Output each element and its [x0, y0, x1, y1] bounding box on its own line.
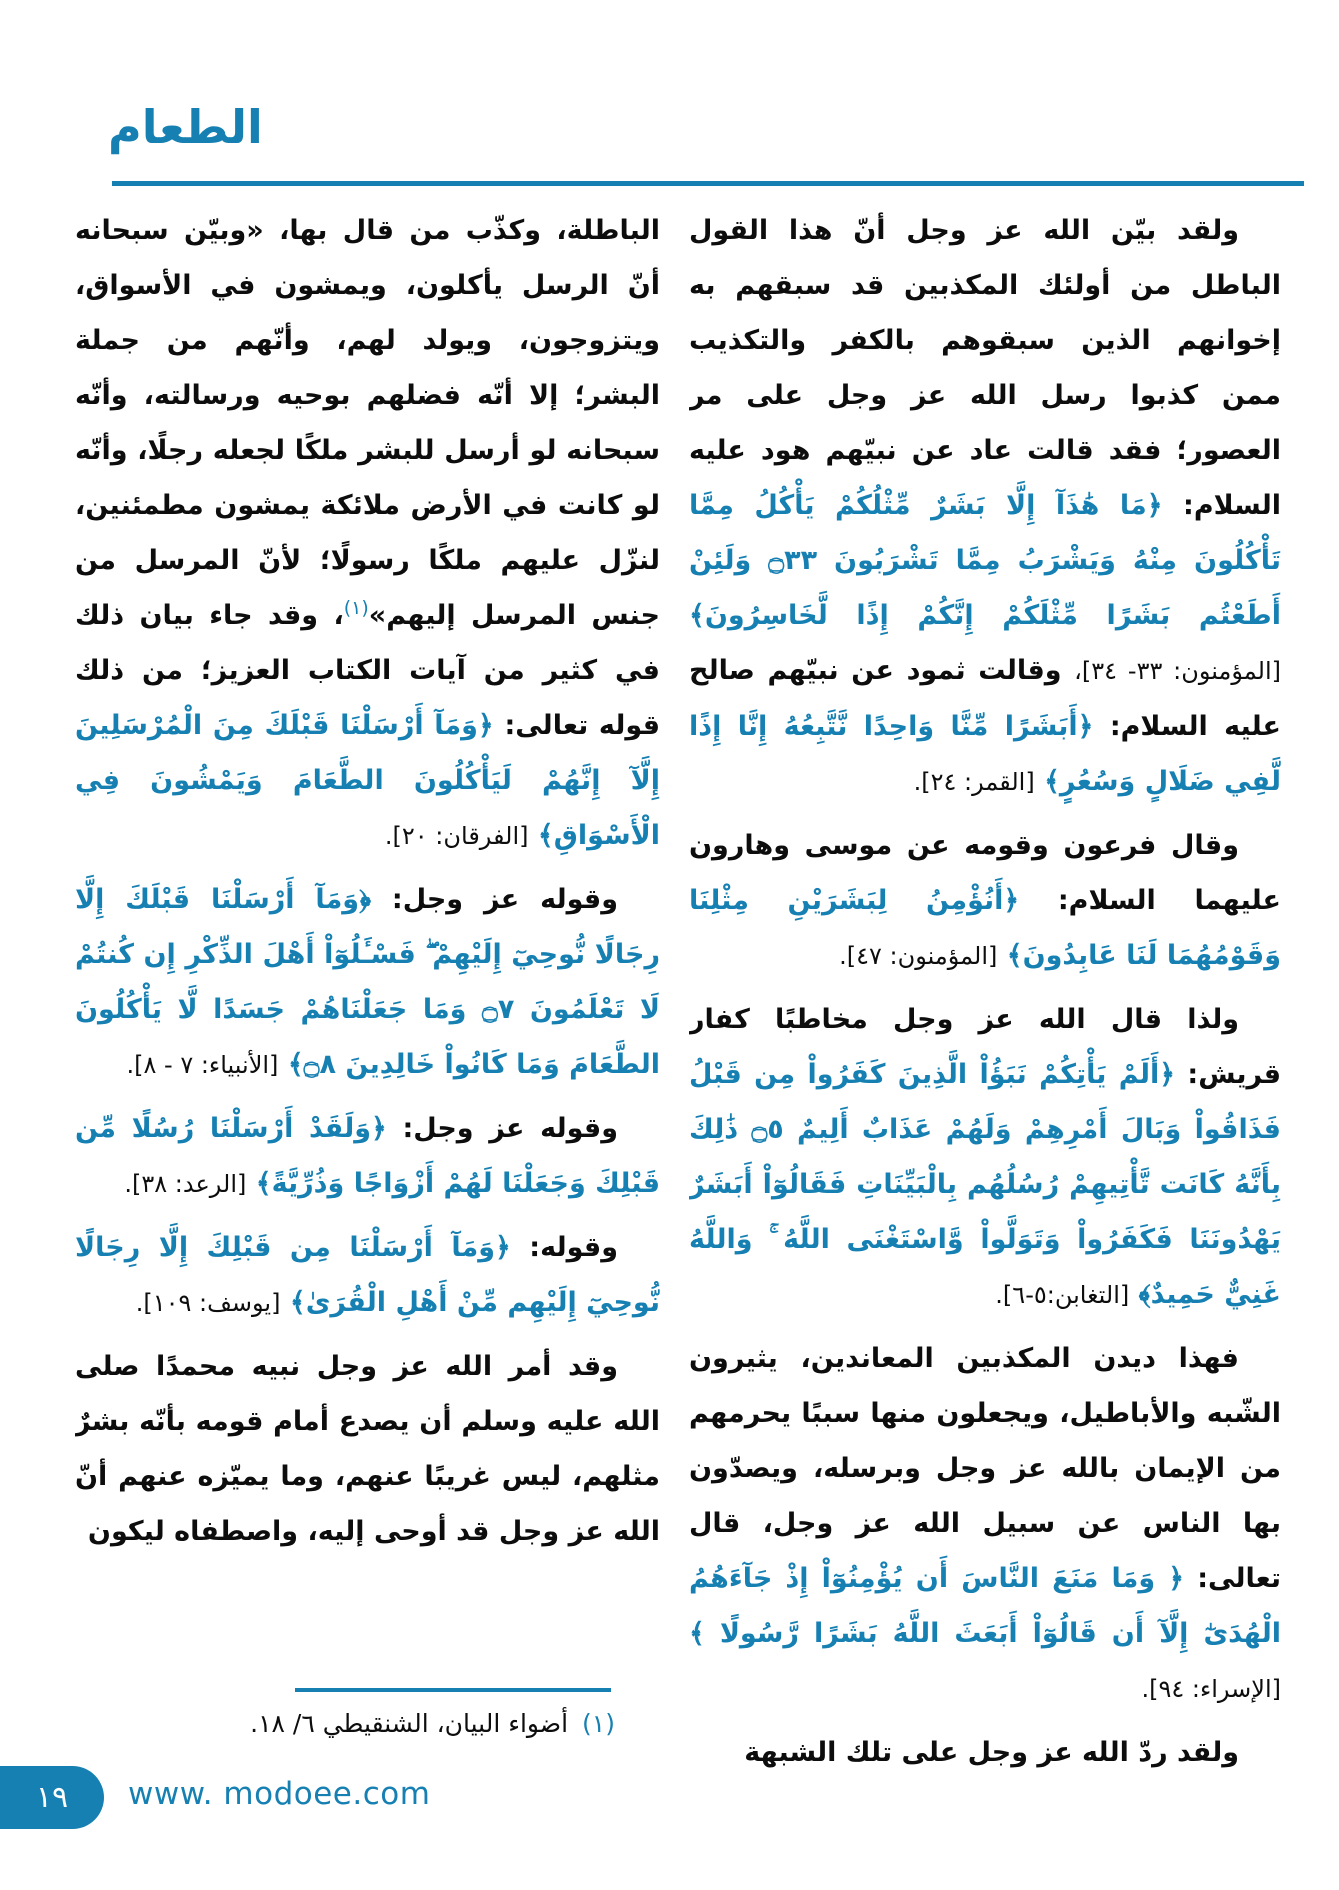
verse-reference: [التغابن:٥-٦].: [995, 1281, 1130, 1309]
verse-reference: [المؤمنون: ٤٧].: [839, 942, 998, 970]
body-text: وقد أمر الله عز وجل نبيه محمدًا صلى الله عليه وسلم أن يصدع أمام قومه بأنّه بشرٌ مثلهم، ليس غريبًا عنهم، وما يميّزه عنهم أنّ الله عز وجل قد أوحى إليه، واصطفاه ليكون: [75, 1351, 660, 1547]
verse-reference: [يوسف: ١٠٩].: [135, 1289, 281, 1317]
verse-reference: [الأنبياء: ٧ - ٨].: [126, 1051, 279, 1079]
paragraph: [689, 818, 1281, 984]
paragraph: [75, 872, 660, 1093]
body-text: وقوله عز وجل:: [386, 1113, 618, 1144]
site-url: www. modoee.com: [128, 1776, 431, 1812]
body-text: فهذا ديدن المكذبين المعاندين، يثيرون الشّبه والأباطيل، ويجعلون منها سببًا يحرمهم من الإيمان بالله عز وجل وبرسله، ويصدّون بها الناس عن سبيل الله عز وجل، قال تعالى:: [689, 1343, 1281, 1594]
quran-verse: ﴿أَبَشَرًا مِّنَّا وَاحِدًا نَّتَّبِعُهُ إِنَّا إِذًا لَّفِي ضَلَالٍ وَسُعُرٍ﴾: [689, 711, 1281, 797]
text-column-left: [75, 203, 660, 1655]
verse-reference: [المؤمنون: ٣٣- ٣٤]،: [1074, 657, 1281, 685]
paragraph: [689, 992, 1281, 1323]
footnote-marker-inline: (١): [343, 597, 369, 619]
paragraph: [75, 203, 660, 864]
body-text: وقوله عز وجل:: [371, 884, 618, 915]
footnote-separator: [295, 1688, 611, 1692]
text-column-right: [689, 203, 1281, 1771]
paragraph: [689, 203, 1281, 810]
paragraph: [689, 1725, 1281, 1771]
body-text: ولقد ردّ الله عز وجل على تلك الشبهة: [744, 1737, 1239, 1768]
quran-verse: ﴿وَلَقَدْ أَرْسَلْنَا رُسُلًا مِّن قَبْلِكَ وَجَعَلْنَا لَهُمْ أَزْوَاجًا وَذُرِّيَّةً﴾: [75, 1113, 660, 1199]
body-text: ولقد بيّن الله عز وجل أنّ هذا القول الباطل من أولئك المكذبين قد سبقهم به إخوانهم الذين سبقوهم بالكفر والتكذيب ممن كذبوا رسل الله عز وجل على مر العصور؛ فقد قالت عاد عن نبيّهم هود عليه السلام:: [689, 215, 1281, 521]
page-number: ١٩: [35, 1780, 69, 1815]
body-text: ، وقد جاء بيان ذلك في كثير من آيات الكتاب العزيز؛ من ذلك قوله تعالى:: [75, 600, 660, 741]
page-title: الطعام: [108, 100, 263, 154]
paragraph: [75, 1220, 660, 1331]
quran-verse: ﴿وَمَآ أَرْسَلْنَا مِن قَبْلِكَ إِلَّا رِجَالًا نُّوحِيٓ إِلَيْهِم مِّنْ أَهْلِ الْقُرَىٰ﴾: [75, 1232, 660, 1318]
footnote: [225, 1703, 615, 1745]
quran-verse: ﴿أَلَمْ يَأْتِكُمْ نَبَؤُاْ الَّذِينَ كَفَرُواْ مِن قَبْلُ فَذَاقُواْ وَبَالَ أَمْرِهِمْ وَلَهُمْ عَذَابٌ أَلِيمٌ ۝٥ ذَٰلِكَ بِأَنَّهُ كَانَت تَّأْتِيهِمْ رُسُلُهُم بِالْبَيِّنَاتِ فَقَالُوٓاْ أَبَشَرٌ يَهْدُونَنَا فَكَفَرُواْ وَتَوَلَّواْ وَّاسْتَغْنَى اللَّهُ ۚ وَاللَّهُ غَنِيٌّ حَمِيدٌ﴾: [689, 1059, 1281, 1310]
body-text: ولذا قال الله عز وجل مخاطبًا كفار قريش:: [689, 1004, 1281, 1090]
verse-reference: [الفرقان: ٢٠].: [384, 822, 529, 850]
header-rule: [112, 181, 1304, 186]
footnote-marker: (١): [582, 1709, 615, 1738]
body-text: وقالت ثمود عن نبيّهم صالح عليه السلام:: [689, 655, 1281, 742]
paragraph: [75, 1101, 660, 1212]
quran-verse: ﴿أَنُؤْمِنُ لِبَشَرَيْنِ مِثْلِنَا وَقَوْمُهُمَا لَنَا عَابِدُونَ﴾: [689, 885, 1281, 971]
verse-reference: [القمر: ٢٤].: [913, 768, 1035, 796]
body-text: وقوله:: [510, 1232, 618, 1263]
page-number-badge: [0, 1766, 104, 1829]
paragraph: [689, 1331, 1281, 1717]
footnote-text: أضواء البيان، الشنقيطي ٦/ ١٨.: [250, 1709, 569, 1738]
quran-verse: ﴿وَمَآ أَرْسَلْنَا قَبْلَكَ إِلَّا رِجَالًا نُّوحِيٓ إِلَيْهِمْ ۖ فَسْـَٔلُوٓاْ أَهْلَ الذِّكْرِ إِن كُنتُمْ لَا تَعْلَمُونَ ۝٧ وَمَا جَعَلْنَاهُمْ جَسَدًا لَّا يَأْكُلُونَ الطَّعَامَ وَمَا كَانُواْ خَالِدِينَ ۝٨﴾: [75, 884, 660, 1080]
quran-verse: ﴿ وَمَا مَنَعَ النَّاسَ أَن يُؤْمِنُوٓاْ إِذْ جَآءَهُمُ الْهُدَىٰٓ إِلَّآ أَن قَالُوٓاْ أَبَعَثَ اللَّهُ بَشَرًا رَّسُولًا ﴾: [689, 1563, 1281, 1649]
body-text: الباطلة، وكذّب من قال بها، «وبيّن سبحانه أنّ الرسل يأكلون، ويمشون في الأسواق، ويتزوجون، ويولد لهم، وأنّهم من جملة البشر؛ إلا أنّه فضلهم بوحيه ورسالته، وأنّه سبحانه لو أرسل للبشر ملكًا لجعله رجلًا، وأنّه لو كانت في الأرض ملائكة يمشون مطمئنين، لنزّل عليهم ملكًا رسولًا؛ لأنّ المرسل من جنس المرسل إليهم»: [75, 215, 660, 631]
paragraph: [75, 1339, 660, 1559]
verse-reference: [الإسراء: ٩٤].: [1141, 1675, 1281, 1703]
quran-verse: ﴿وَمَآ أَرْسَلْنَا قَبْلَكَ مِنَ الْمُرْسَلِينَ إِلَّآ إِنَّهُمْ لَيَأْكُلُونَ الطَّعَامَ وَيَمْشُونَ فِي الْأَسْوَاقِ﴾: [75, 710, 660, 851]
quran-verse: ﴿مَا هَٰذَآ إِلَّا بَشَرٌ مِّثْلُكُمْ يَأْكُلُ مِمَّا تَأْكُلُونَ مِنْهُ وَيَشْرَبُ مِمَّا تَشْرَبُونَ ۝٣٣ وَلَئِنْ أَطَعْتُم بَشَرًا مِّثْلَكُمْ إِنَّكُمْ إِذًا لَّخَاسِرُونَ﴾: [689, 490, 1281, 631]
verse-reference: [الرعد: ٣٨].: [124, 1170, 247, 1198]
body-text: وقال فرعون وقومه عن موسى وهارون عليهما السلام:: [689, 830, 1281, 916]
